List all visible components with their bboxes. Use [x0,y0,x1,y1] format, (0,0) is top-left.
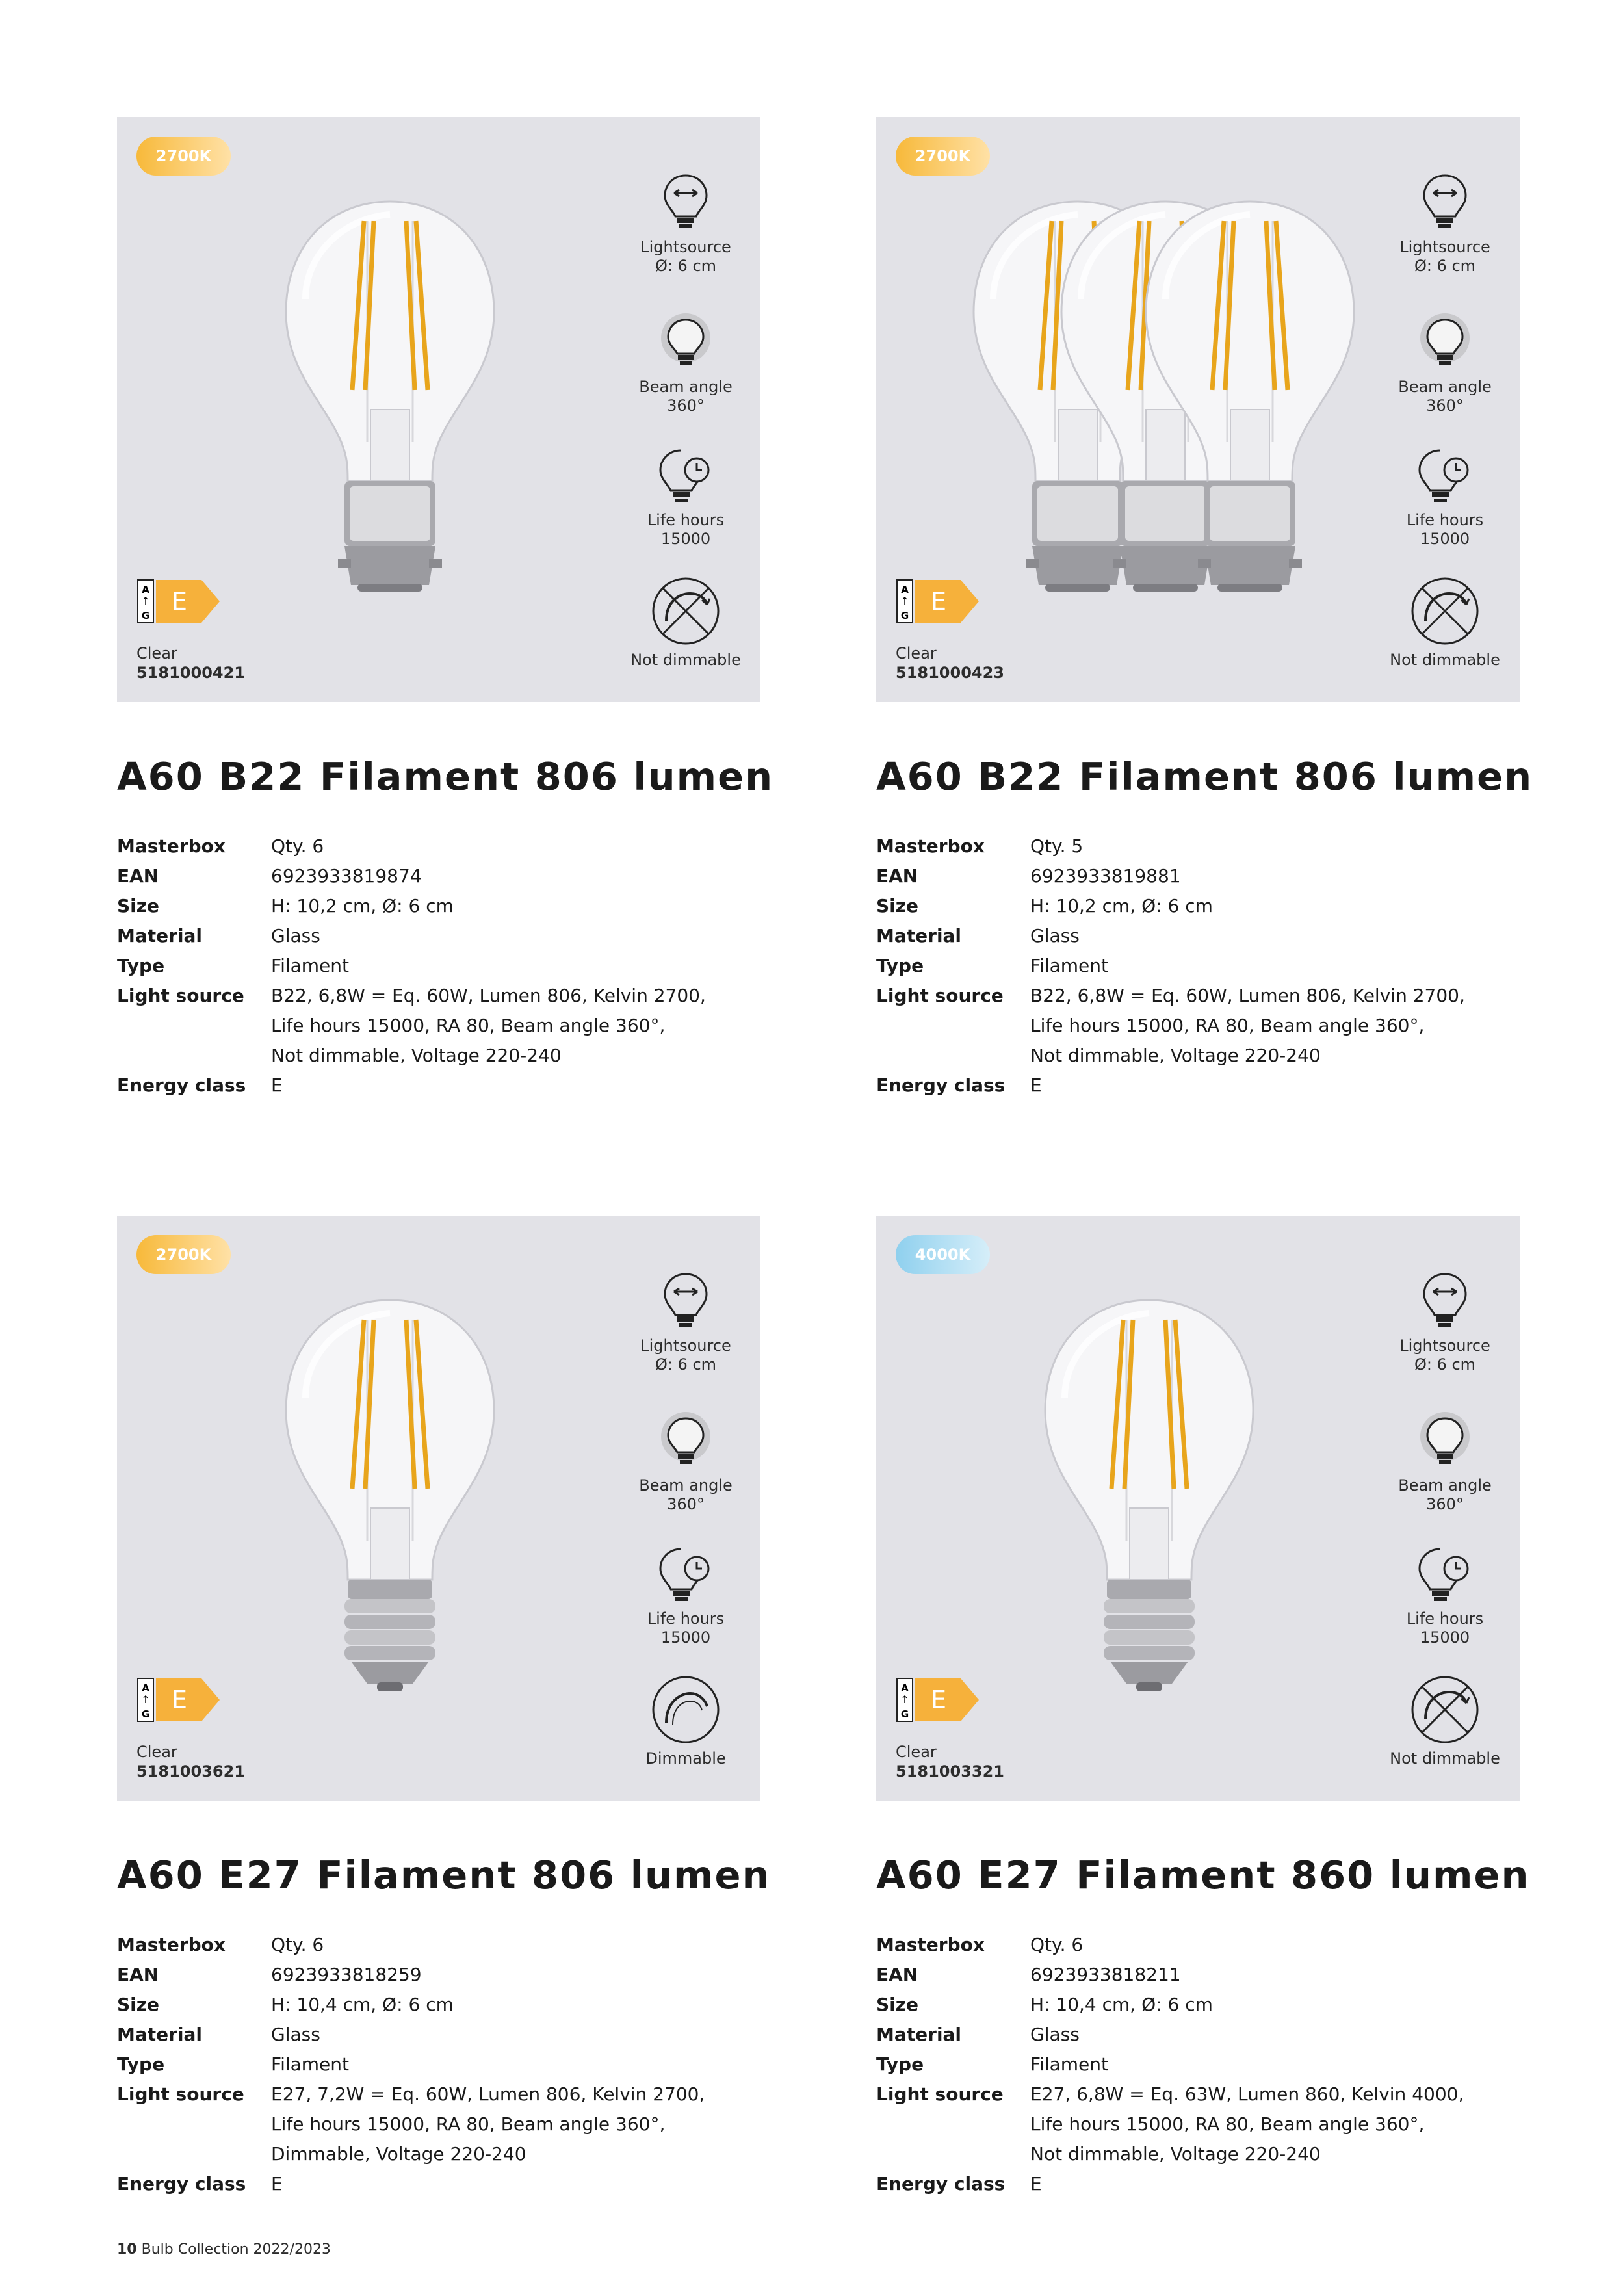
svg-text:G: G [900,1708,909,1720]
page-footer [117,2241,331,2258]
product-title: A60 B22 Filament 806 lumen [117,754,774,799]
product-title: A60 B22 Filament 806 lumen [876,754,1533,799]
dimmable-spec: Dimmable [621,1674,751,1768]
beam-angle-spec: Beam angle 360° [621,1407,751,1514]
dimmable-spec: Not dimmable [621,575,751,670]
life-hours-icon [1416,1541,1474,1606]
lightsource-spec: Lightsource Ø: 6 cm [621,169,751,276]
life-hours-icon [1416,442,1474,507]
not-dimmable-icon [650,575,721,647]
life-hours-spec: Life hours 15000 [621,1541,751,1647]
bulb-image [221,195,559,618]
bulb-icon [279,1294,500,1716]
product-details: Masterbox Qty. 5 EAN 6923933819881 Size H: 10,2 cm, Ø: 6 cm Material Glass Type Filament Light source B22, 6,8W = Eq. 60W, Lumen 806, Kelvin 2700, Life hours 15000, RA 80, Beam angle 360°, Not dimmable, Voltage 220-240 Energy class E [876,835,1465,1096]
beam-angle-icon [656,1407,715,1472]
lightsource-spec: Lightsource Ø: 6 cm [1380,1268,1510,1374]
finish-info: Clear 5181000421 [136,644,245,682]
svg-text:A: A [142,584,149,595]
lightsource-icon [660,169,712,234]
svg-text:G: G [141,1708,150,1720]
product-code: 5181000421 [136,664,245,682]
life-hours-spec: Life hours 15000 [1380,1541,1510,1647]
not-dimmable-icon [1409,1674,1481,1745]
bulb-icon [279,195,500,618]
finish-info: Clear 5181003621 [136,1743,245,1781]
product-title: A60 E27 Filament 806 lumen [117,1853,771,1898]
svg-text:E: E [930,1686,947,1714]
lightsource-spec: Lightsource Ø: 6 cm [621,1268,751,1374]
energy-label-icon [136,579,221,624]
svg-text:E: E [930,587,947,616]
svg-text:E: E [171,1686,188,1714]
product-image-panel [117,117,760,702]
product-image-panel [876,117,1520,702]
svg-text:↑: ↑ [900,1693,909,1706]
finish-info: Clear 5181003321 [896,1743,1004,1781]
beam-angle-icon [656,309,715,374]
footer-text: Bulb Collection 2022/2023 [141,2241,331,2258]
svg-text:E: E [171,587,188,616]
product-card [876,1216,1530,2199]
not-dimmable-icon [1409,575,1481,647]
product-card [117,1216,771,2199]
lightsource-spec: Lightsource Ø: 6 cm [1380,169,1510,276]
life-hours-icon [656,442,715,507]
beam-angle-spec: Beam angle 360° [1380,1407,1510,1514]
svg-text:↑: ↑ [900,595,909,607]
kelvin-badge: 2700K [136,1235,231,1274]
lightsource-icon [1419,169,1471,234]
product-image-panel [876,1216,1520,1801]
svg-text:A: A [901,584,909,595]
product-title: A60 E27 Filament 860 lumen [876,1853,1530,1898]
kelvin-badge: 2700K [136,137,231,176]
life-hours-icon [656,1541,715,1606]
page-number: 10 [117,2241,137,2258]
product-code: 5181000423 [896,664,1004,682]
energy-label-icon [136,1677,221,1723]
svg-text:A: A [142,1682,149,1694]
kelvin-badge: 2700K [896,137,990,176]
beam-angle-icon [1416,1407,1474,1472]
lightsource-icon [660,1268,712,1333]
bulb-image [221,1294,559,1716]
finish-info: Clear 5181000423 [896,644,1004,682]
lightsource-icon [1419,1268,1471,1333]
product-details: Masterbox Qty. 6 EAN 6923933818259 Size H: 10,4 cm, Ø: 6 cm Material Glass Type Filament Light source E27, 7,2W = Eq. 60W, Lumen 806, Kelvin 2700, Life hours 15000, RA 80, Beam angle 360°, Dimmable, Voltage 220-240 Energy class E [117,1934,705,2195]
svg-text:G: G [141,610,150,621]
life-hours-spec: Life hours 15000 [621,442,751,549]
svg-text:A: A [901,1682,909,1694]
energy-label-icon [896,579,980,624]
product-details: Masterbox Qty. 6 EAN 6923933819874 Size H: 10,2 cm, Ø: 6 cm Material Glass Type Filament Light source B22, 6,8W = Eq. 60W, Lumen 806, Kelvin 2700, Life hours 15000, RA 80, Beam angle 360°, Not dimmable, Voltage 220-240 Energy class E [117,835,706,1096]
bulb-icon [1039,1294,1260,1716]
energy-label-icon [896,1677,980,1723]
bulb-image [980,195,1318,618]
beam-angle-icon [1416,309,1474,374]
life-hours-spec: Life hours 15000 [1380,442,1510,549]
svg-text:G: G [900,610,909,621]
svg-text:↑: ↑ [141,1693,150,1706]
kelvin-badge: 4000K [896,1235,990,1274]
dimmable-icon [650,1674,721,1745]
beam-angle-spec: Beam angle 360° [621,309,751,415]
svg-text:↑: ↑ [141,595,150,607]
bulb-image [980,1294,1318,1716]
product-card [117,117,774,1101]
beam-angle-spec: Beam angle 360° [1380,309,1510,415]
product-code: 5181003621 [136,1762,245,1781]
product-image-panel [117,1216,760,1801]
dimmable-spec: Not dimmable [1380,575,1510,670]
product-card [876,117,1533,1101]
product-details: Masterbox Qty. 6 EAN 6923933818211 Size H: 10,4 cm, Ø: 6 cm Material Glass Type Filament Light source E27, 6,8W = Eq. 63W, Lumen 860, Kelvin 4000, Life hours 15000, RA 80, Beam angle 360°, Not dimmable, Voltage 220-240 Energy class E [876,1934,1464,2195]
dimmable-spec: Not dimmable [1380,1674,1510,1768]
product-code: 5181003321 [896,1762,1004,1781]
bulb-icon [1139,195,1360,618]
